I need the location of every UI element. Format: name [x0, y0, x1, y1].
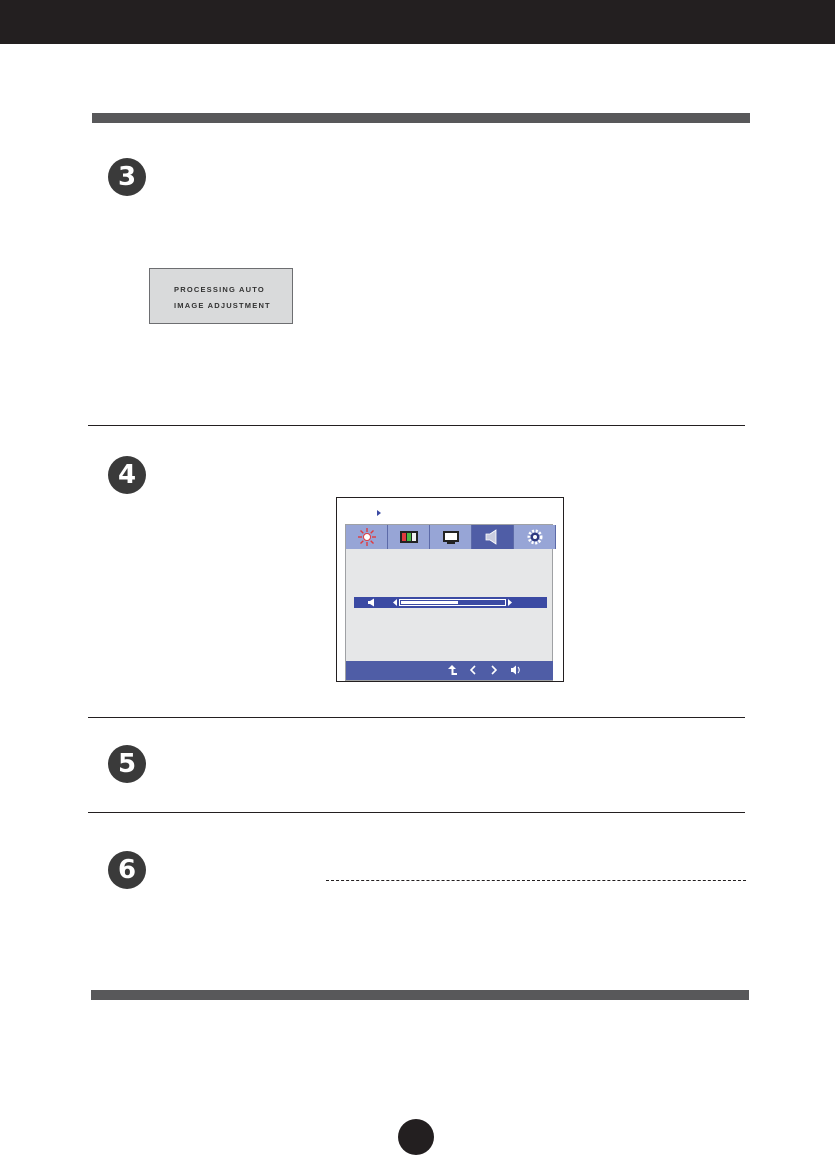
volume-slider-row [354, 597, 547, 608]
volume-slider[interactable] [399, 599, 506, 606]
divider-rule [88, 812, 745, 813]
osd-footer [346, 661, 553, 680]
brightness-tab[interactable] [346, 525, 388, 549]
page-number-badge [398, 1119, 434, 1155]
position-tab[interactable] [430, 525, 472, 549]
return-icon[interactable] [447, 665, 457, 676]
processing-line-1: PROCESSING AUTO [174, 285, 265, 294]
step-number-4: 4 [108, 456, 146, 494]
gear-icon [526, 528, 544, 546]
header-band [0, 0, 835, 44]
right-arrow-icon[interactable] [491, 665, 497, 675]
slider-right-arrow-icon[interactable] [507, 599, 512, 606]
osd-tab-bar [346, 525, 556, 549]
section-top-bar [92, 113, 750, 123]
section-bottom-bar [91, 990, 749, 1000]
brightness-icon [357, 527, 377, 547]
divider-rule [88, 425, 745, 426]
volume-tab[interactable] [472, 525, 514, 549]
speaker-icon [483, 528, 503, 546]
processing-message-box [149, 268, 293, 324]
dashed-leader-line [326, 880, 746, 881]
step-number-6: 6 [108, 851, 146, 889]
volume-icon[interactable] [510, 665, 522, 675]
left-arrow-icon[interactable] [470, 665, 476, 675]
step-number-3: 3 [108, 158, 146, 196]
speaker-icon [367, 598, 377, 607]
divider-rule [88, 717, 745, 718]
osd-menu [336, 497, 564, 682]
color-tab[interactable] [388, 525, 430, 549]
color-bars-icon [399, 529, 419, 545]
processing-line-2: IMAGE ADJUSTMENT [174, 301, 271, 310]
settings-tab[interactable] [514, 525, 556, 549]
step-number-5: 5 [108, 745, 146, 783]
menu-arrow-icon [377, 510, 381, 516]
monitor-position-icon [441, 529, 461, 545]
volume-slider-fill [401, 601, 458, 604]
slider-left-arrow-icon[interactable] [393, 599, 398, 606]
